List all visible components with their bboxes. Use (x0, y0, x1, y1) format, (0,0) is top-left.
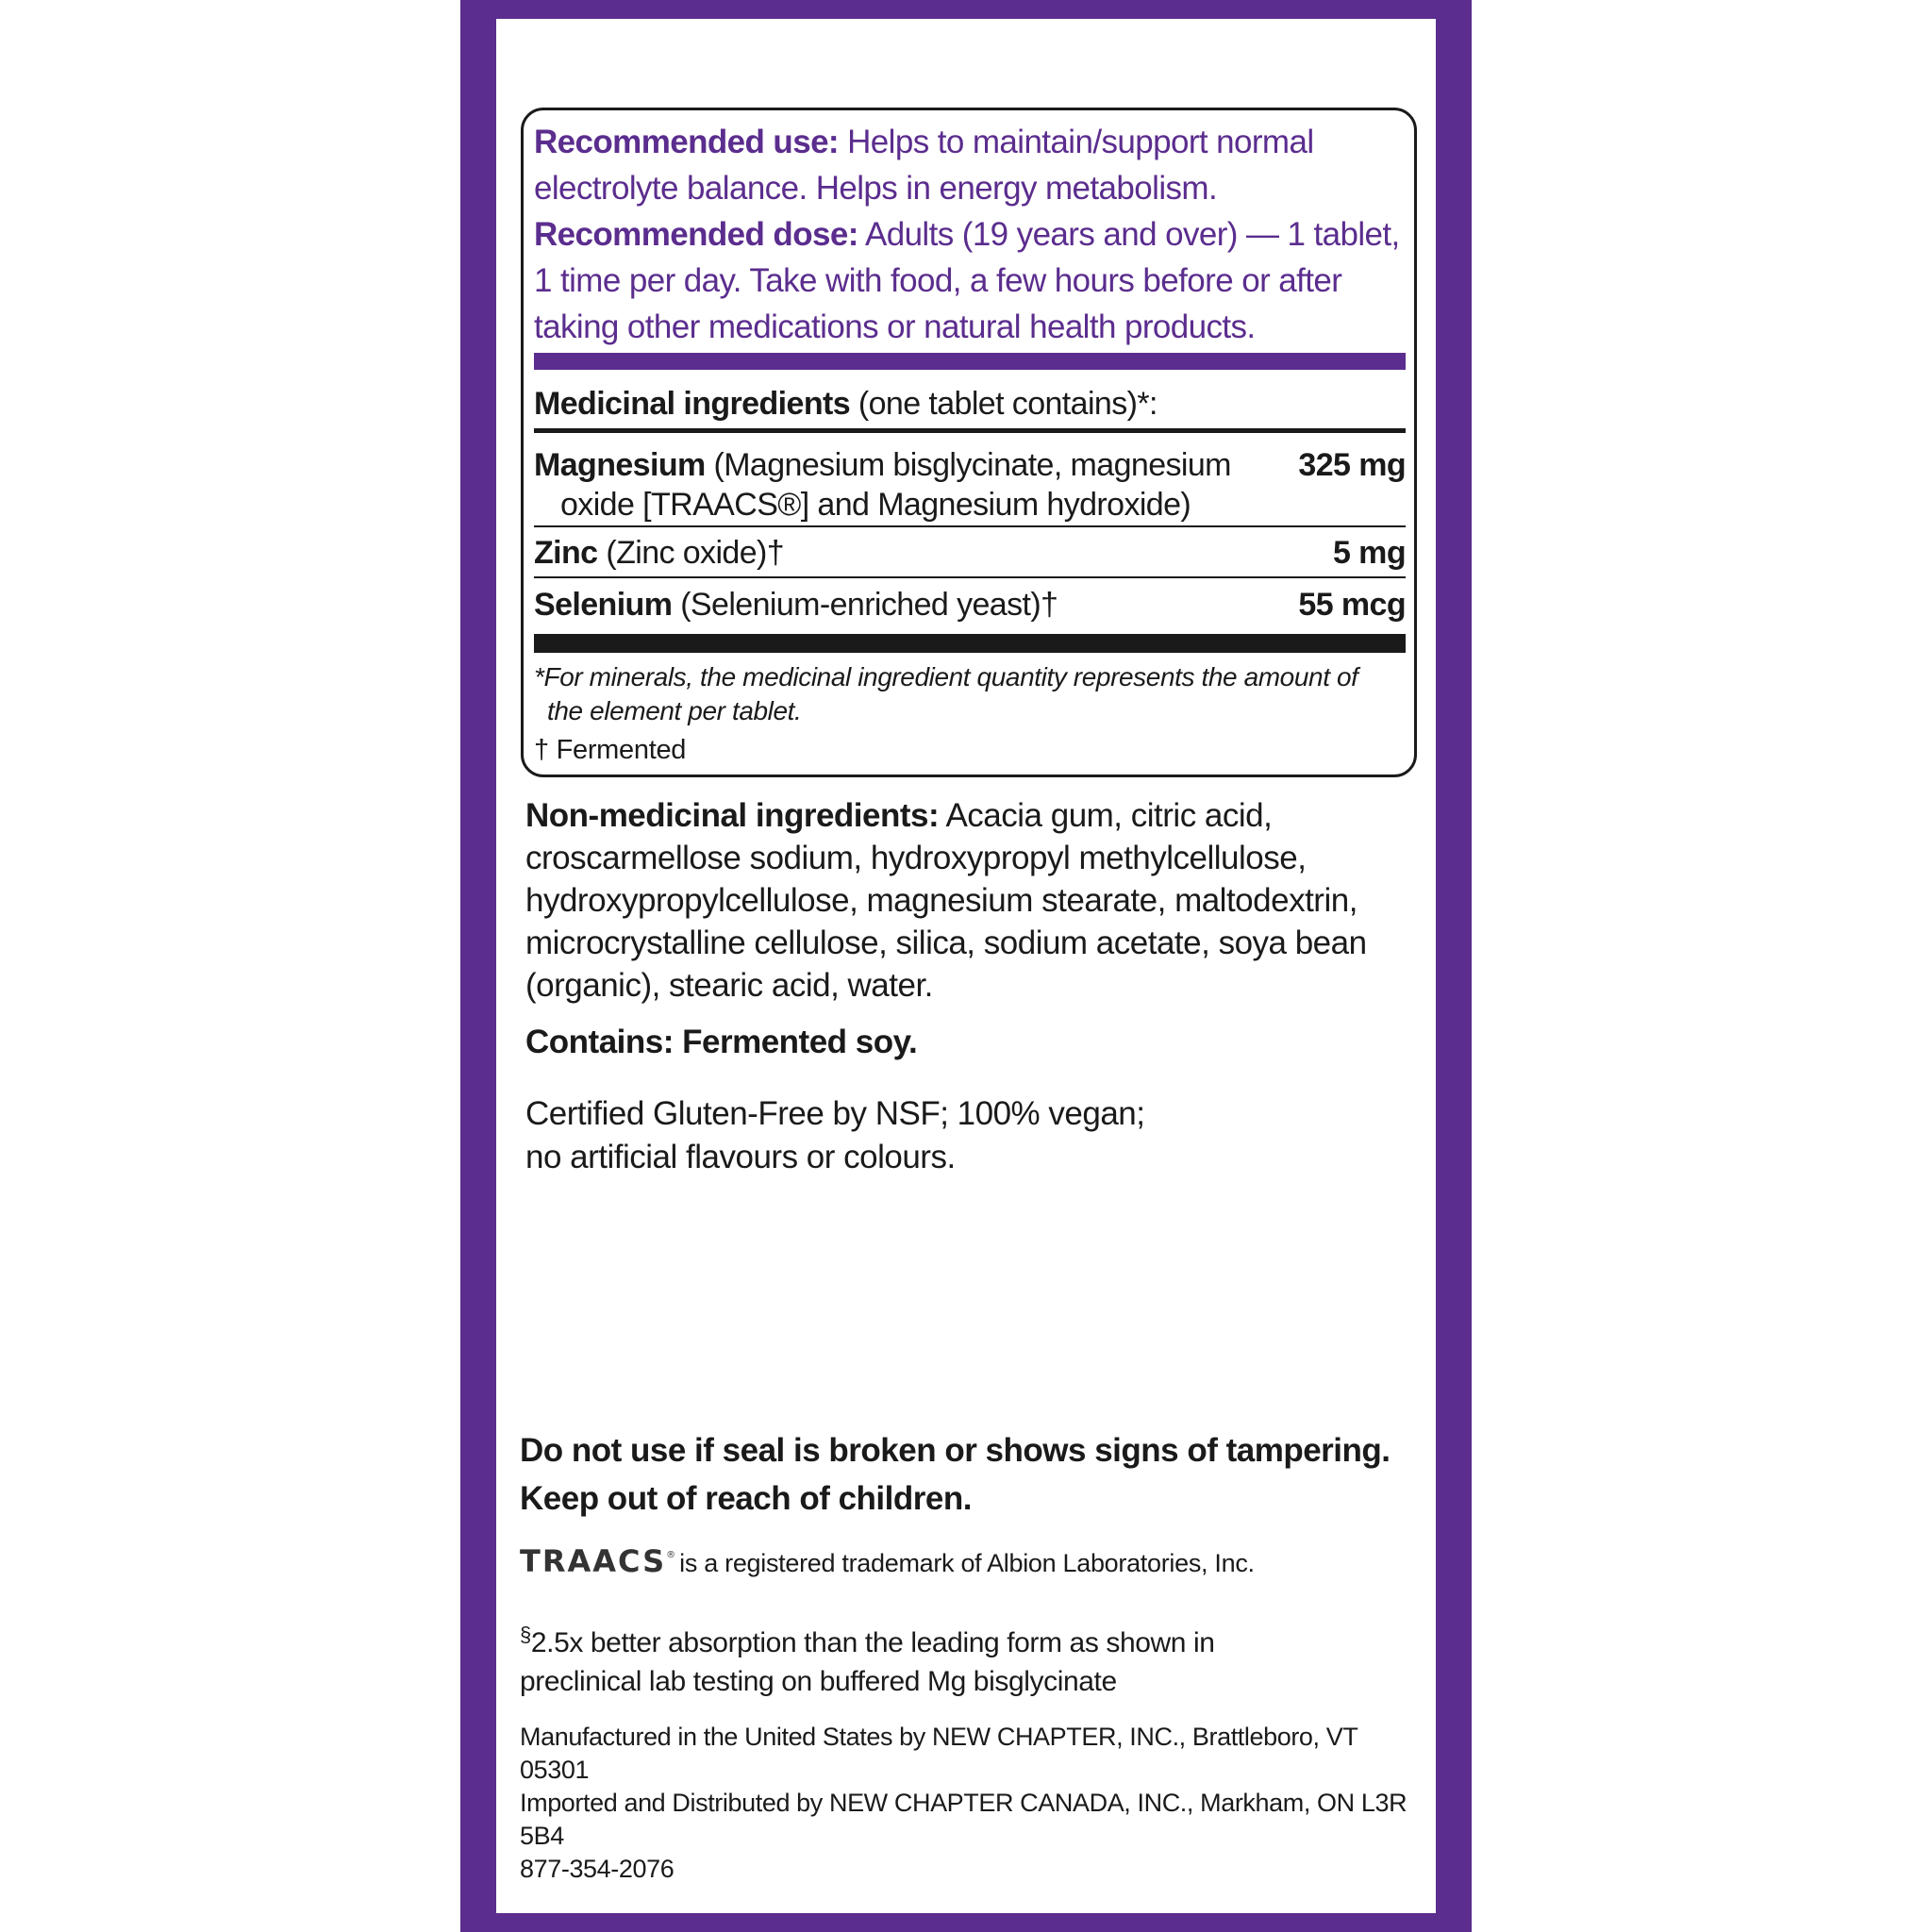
absorption-line1-text: 2.5x better absorption than the leading form as shown in (530, 1627, 1215, 1658)
phone-number: 877-354-2076 (520, 1855, 675, 1883)
non-medicinal-label: Non-medicinal ingredients: (525, 797, 940, 834)
ingredient-amount: 55 mcg (1298, 587, 1406, 623)
allergen-contains: Contains: Fermented soy. (525, 1024, 918, 1060)
safety-warnings (520, 1426, 1425, 1523)
certification-text (525, 1092, 1374, 1179)
ingredient-detail: (Selenium-enriched yeast)† (672, 587, 1058, 623)
rule-thin (534, 576, 1406, 578)
rule-thin (534, 525, 1406, 527)
ingredient-detail: (Magnesium bisglycinate, magnesium (705, 447, 1231, 483)
ingredient-row-magnesium (534, 445, 1406, 525)
recommended-dose-text: Adults (19 years and over) — 1 tablet, 1 time per day. Take with food, a few hours before or after taking other medications or natural health products. (534, 216, 1400, 345)
recommended-use-label: Recommended use: (534, 124, 839, 160)
certification-line2: no artificial flavours or colours. (525, 1139, 956, 1175)
certification-line1: Certified Gluten-Free by NSF; 100% vegan; (525, 1095, 1145, 1132)
non-medicinal-ingredients (525, 794, 1422, 1007)
ingredient-name: Zinc (534, 535, 598, 571)
medicinal-heading-rest: (one tablet contains)*: (850, 386, 1158, 422)
ingredient-name-line (534, 585, 1251, 625)
rule-thick-bottom (534, 634, 1406, 653)
rule-thick-top (534, 428, 1406, 433)
minerals-footnote-line2: the element per tablet. (547, 696, 802, 725)
recommended-dose (534, 211, 1411, 350)
non-medicinal-text: Acacia gum, citric acid, croscarmellose sodium, hydroxypropyl methylcellulose, hydroxypropylcellulose, magnesium stearate, maltodextrin, microcrystalline cellulose, silica, sodium acetate, soya bean (organic), stearic acid, water. (525, 797, 1367, 1004)
recommended-use-text: Helps to maintain/support normal electrolyte balance. Helps in energy metabolism. (534, 124, 1314, 207)
ingredient-name: Selenium (534, 587, 673, 623)
absorption-line1 (520, 1615, 1369, 1662)
ingredient-name-line (534, 533, 1251, 573)
distributor-line: Imported and Distributed by NEW CHAPTER CANADA, INC., Markham, ON L3R 5B4 (520, 1789, 1407, 1850)
trademark-text: is a registered trademark of Albion Laboratories, Inc. (679, 1549, 1255, 1577)
registered-mark: ® (666, 1550, 678, 1560)
absorption-claim (520, 1615, 1369, 1701)
manufacturer-info (520, 1721, 1425, 1886)
recommended-dose-label: Recommended dose: (534, 216, 858, 253)
medicinal-heading (534, 381, 1406, 426)
recommended-section (534, 119, 1411, 350)
warning-children: Keep out of reach of children. (520, 1480, 972, 1517)
minerals-footnote (534, 660, 1406, 728)
ingredient-name-line (534, 445, 1251, 485)
absorption-line2: preclinical lab testing on buffered Mg bisglycinate (520, 1666, 1117, 1697)
ingredient-name: Magnesium (534, 447, 706, 483)
section-divider-bar (534, 353, 1406, 370)
section-symbol: § (520, 1623, 531, 1646)
warning-seal: Do not use if seal is broken or shows signs of tampering. (520, 1432, 1391, 1469)
traacs-logo (520, 1538, 678, 1585)
manufacturer-line: Manufactured in the United States by NEW CHAPTER, INC., Brattleboro, VT 05301 (520, 1723, 1357, 1784)
ingredient-amount: 5 mg (1333, 535, 1406, 571)
traacs-logo-text: TRAACS (520, 1543, 667, 1579)
recommended-use (534, 119, 1411, 211)
minerals-footnote-line1: *For minerals, the medicinal ingredient quantity represents the amount of (534, 662, 1358, 691)
medicinal-heading-bold: Medicinal ingredients (534, 386, 851, 422)
ingredient-detail-continued: oxide [TRAACS®] and Magnesium hydroxide) (560, 487, 1191, 523)
ingredient-row-selenium (534, 585, 1406, 625)
fermented-note: † Fermented (534, 735, 687, 765)
trademark-line (520, 1538, 1255, 1585)
ingredient-row-zinc (534, 533, 1406, 573)
ingredient-detail: (Zinc oxide)† (597, 535, 785, 571)
ingredient-amount: 325 mg (1298, 447, 1406, 483)
